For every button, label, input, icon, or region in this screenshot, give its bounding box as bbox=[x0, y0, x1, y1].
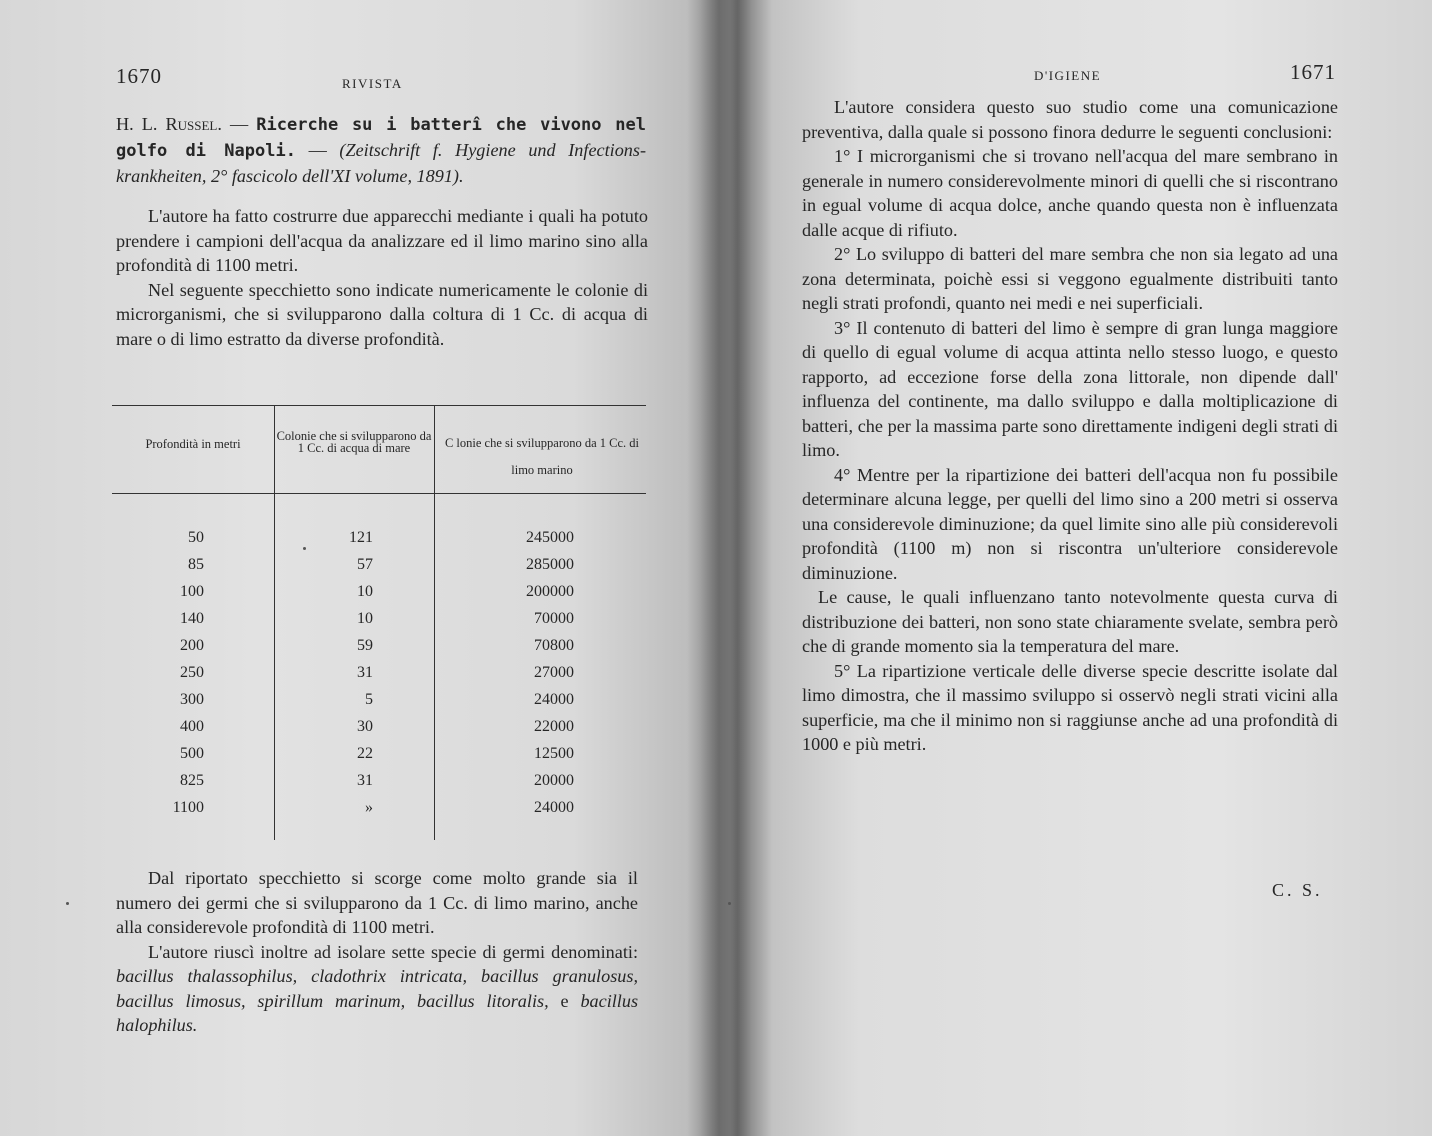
sea-water-cell: 10 bbox=[357, 583, 373, 600]
running-head: D'IGIENE bbox=[1034, 68, 1102, 83]
sea-mud-cell: 70000 bbox=[534, 610, 574, 627]
intro-text bbox=[116, 204, 648, 351]
paragraph: L'autore ha fatto costrurre due apparecchi mediante i quali ha potuto prendere i campioni dell'acqua da analizzare ed il limo marino sino alla profondità di 1100 metri. bbox=[116, 206, 648, 275]
depth-cell: 500 bbox=[180, 745, 204, 762]
bacteria-table bbox=[112, 398, 646, 842]
species-join: e bbox=[560, 990, 569, 1011]
paragraph: 5° La ripartizione verticale delle diverse specie descritte isolate dal limo dimostra, che il massimo sviluppo si osservò negli strati vicini alla superficie, ma che il minimo non si raggiunse anche ad una profondità di 1000 e più metri. bbox=[802, 660, 1338, 754]
table-column-rule bbox=[434, 405, 435, 840]
paragraph: 4° Mentre per la ripartizione dei batteri dell'acqua non fu possibile determinare alcuna legge, per quelli del limo sino a 200 metri si osserva una considerevole diminuzione; da quel limite sino alle più considerevoli profondità (1100 m) non si riscontra un'ulteriore considerevole diminuzione. bbox=[802, 464, 1338, 583]
paragraph: 1° I microrganismi che si trovano nell'acqua del mare sembrano in generale in numero considerevolmente minori di quelli che si riscontrano in egual volume di acqua dolce, anche quando questa non è influenzata dalle acque di rifiuto. bbox=[802, 146, 1338, 240]
depth-cell: 140 bbox=[180, 610, 204, 627]
print-speck bbox=[66, 902, 69, 905]
sea-water-cell: 31 bbox=[357, 664, 373, 681]
paragraph: Le cause, le quali influenzano tanto notevolmente questa curva di distribuzione dei batteri, non sono state chiaramente svelate, sembra però che di grande momento sia la temperatura del mare. bbox=[802, 587, 1338, 656]
sea-water-cell: 30 bbox=[357, 718, 373, 735]
sea-water-cell: 121 bbox=[349, 529, 373, 546]
sea-water-cell: 57 bbox=[357, 556, 373, 573]
species-last: bacillus halophilus. bbox=[116, 990, 639, 1035]
species-intro: L'autore riuscì inoltre ad isolare sette specie di germi denominati: bbox=[148, 941, 638, 962]
table-top-rule bbox=[112, 405, 646, 406]
sea-water-cell: » bbox=[365, 799, 373, 816]
right-page bbox=[752, 0, 1432, 1136]
conclusion-text bbox=[116, 866, 638, 1038]
species-paragraph bbox=[116, 940, 638, 1038]
article-author: H. L. Russel. bbox=[116, 114, 222, 134]
sea-mud-column bbox=[502, 524, 574, 821]
depth-column bbox=[152, 524, 204, 821]
page-number: 1671 bbox=[1290, 60, 1336, 84]
signature: C. S. bbox=[1272, 880, 1323, 900]
sea-water-cell: 10 bbox=[357, 610, 373, 627]
heading-dash-2: — bbox=[308, 140, 340, 160]
sea-water-cell: 5 bbox=[365, 691, 373, 708]
sea-mud-cell: 22000 bbox=[534, 718, 574, 735]
sea-mud-cell: 24000 bbox=[534, 691, 574, 708]
paragraph: L'autore considera questo suo studio come una comunicazione preventiva, dalla quale si possono finora dedurre le seguenti conclusioni: bbox=[802, 97, 1338, 142]
sea-water-cell: 59 bbox=[357, 637, 373, 654]
paragraph: 3° Il contenuto di batteri del limo è sempre di gran lunga maggiore di quello di egual volume di acqua attinta nello stesso luogo, e questo rapporto, ad eccezione forse della zona littorale, non dipende dall' influenza del continente, ma dallo sviluppo e dalla moltiplicazione di batteri, che per la massima parte sono direttamente indigeni degli strati di limo. bbox=[802, 317, 1338, 460]
sea-water-cell: 22 bbox=[357, 745, 373, 762]
sea-mud-cell: 24000 bbox=[534, 799, 574, 816]
depth-cell: 300 bbox=[180, 691, 204, 708]
running-head: RIVISTA bbox=[342, 76, 403, 91]
paragraph: Nel seguente specchietto sono indicate numericamente le colonie di microrganismi, che si svilupparono dalla coltura di 1 Cc. di acqua di mare o di limo estratto da diverse profondità. bbox=[116, 279, 648, 349]
depth-cell: 250 bbox=[180, 664, 204, 681]
article-title: Ricerche su i batterî che vivono nel golfo di Napoli. bbox=[116, 115, 646, 161]
table-column-rule bbox=[274, 405, 275, 840]
sea-mud-cell: 200000 bbox=[526, 583, 574, 600]
depth-cell: 825 bbox=[180, 772, 204, 789]
page-number: 1670 bbox=[116, 64, 162, 88]
table-header-rule bbox=[112, 493, 646, 494]
heading-dash: — bbox=[230, 114, 257, 134]
sea-mud-cell: 245000 bbox=[526, 529, 574, 546]
article-heading bbox=[116, 112, 646, 189]
sea-water-column bbox=[327, 524, 373, 821]
table-header-depth: Profondità in metri bbox=[145, 437, 241, 451]
article-source: (Zeitschrift f. Hygiene und Infections-krankheiten, 2° fascicolo dell'XI volume, 1891). bbox=[116, 140, 647, 186]
depth-cell: 1100 bbox=[172, 799, 204, 816]
depth-cell: 50 bbox=[188, 529, 204, 546]
table-header-sea-water: Colonie che si svilupparono da 1 Cc. di acqua di mare bbox=[276, 429, 432, 455]
depth-cell: 400 bbox=[180, 718, 204, 735]
table-header-sea-mud: C lonie che si svilupparono da 1 Cc. di limo marino bbox=[444, 436, 640, 477]
sea-mud-cell: 12500 bbox=[534, 745, 574, 762]
print-speck bbox=[303, 547, 306, 550]
depth-cell: 85 bbox=[188, 556, 204, 573]
paragraph: 2° Lo sviluppo di batteri del mare sembra che non sia legato ad una zona determinata, poichè essi si veggono egualmente distribuiti tanto negli strati profondi, quanto nei medi e nei superficiali. bbox=[802, 244, 1338, 313]
depth-cell: 100 bbox=[180, 583, 204, 600]
sea-mud-cell: 285000 bbox=[526, 556, 574, 573]
paragraph: Dal riportato specchietto si scorge come molto grande sia il numero dei germi che si svilupparono da 1 Cc. di limo marino, anche alla considerevole profondità di 1100 metri. bbox=[116, 868, 638, 937]
sea-mud-cell: 27000 bbox=[534, 664, 574, 681]
depth-cell: 200 bbox=[180, 637, 204, 654]
right-body-text bbox=[802, 95, 1338, 757]
sea-water-cell: 31 bbox=[357, 772, 373, 789]
species-list: bacillus thalassophilus, cladothrix intricata, bacillus granulosus, bacillus limosus, spirillum marinum, bacillus litoralis, bbox=[116, 966, 638, 1011]
sea-mud-cell: 70800 bbox=[534, 637, 574, 654]
print-speck bbox=[728, 902, 731, 905]
sea-mud-cell: 20000 bbox=[534, 772, 574, 789]
